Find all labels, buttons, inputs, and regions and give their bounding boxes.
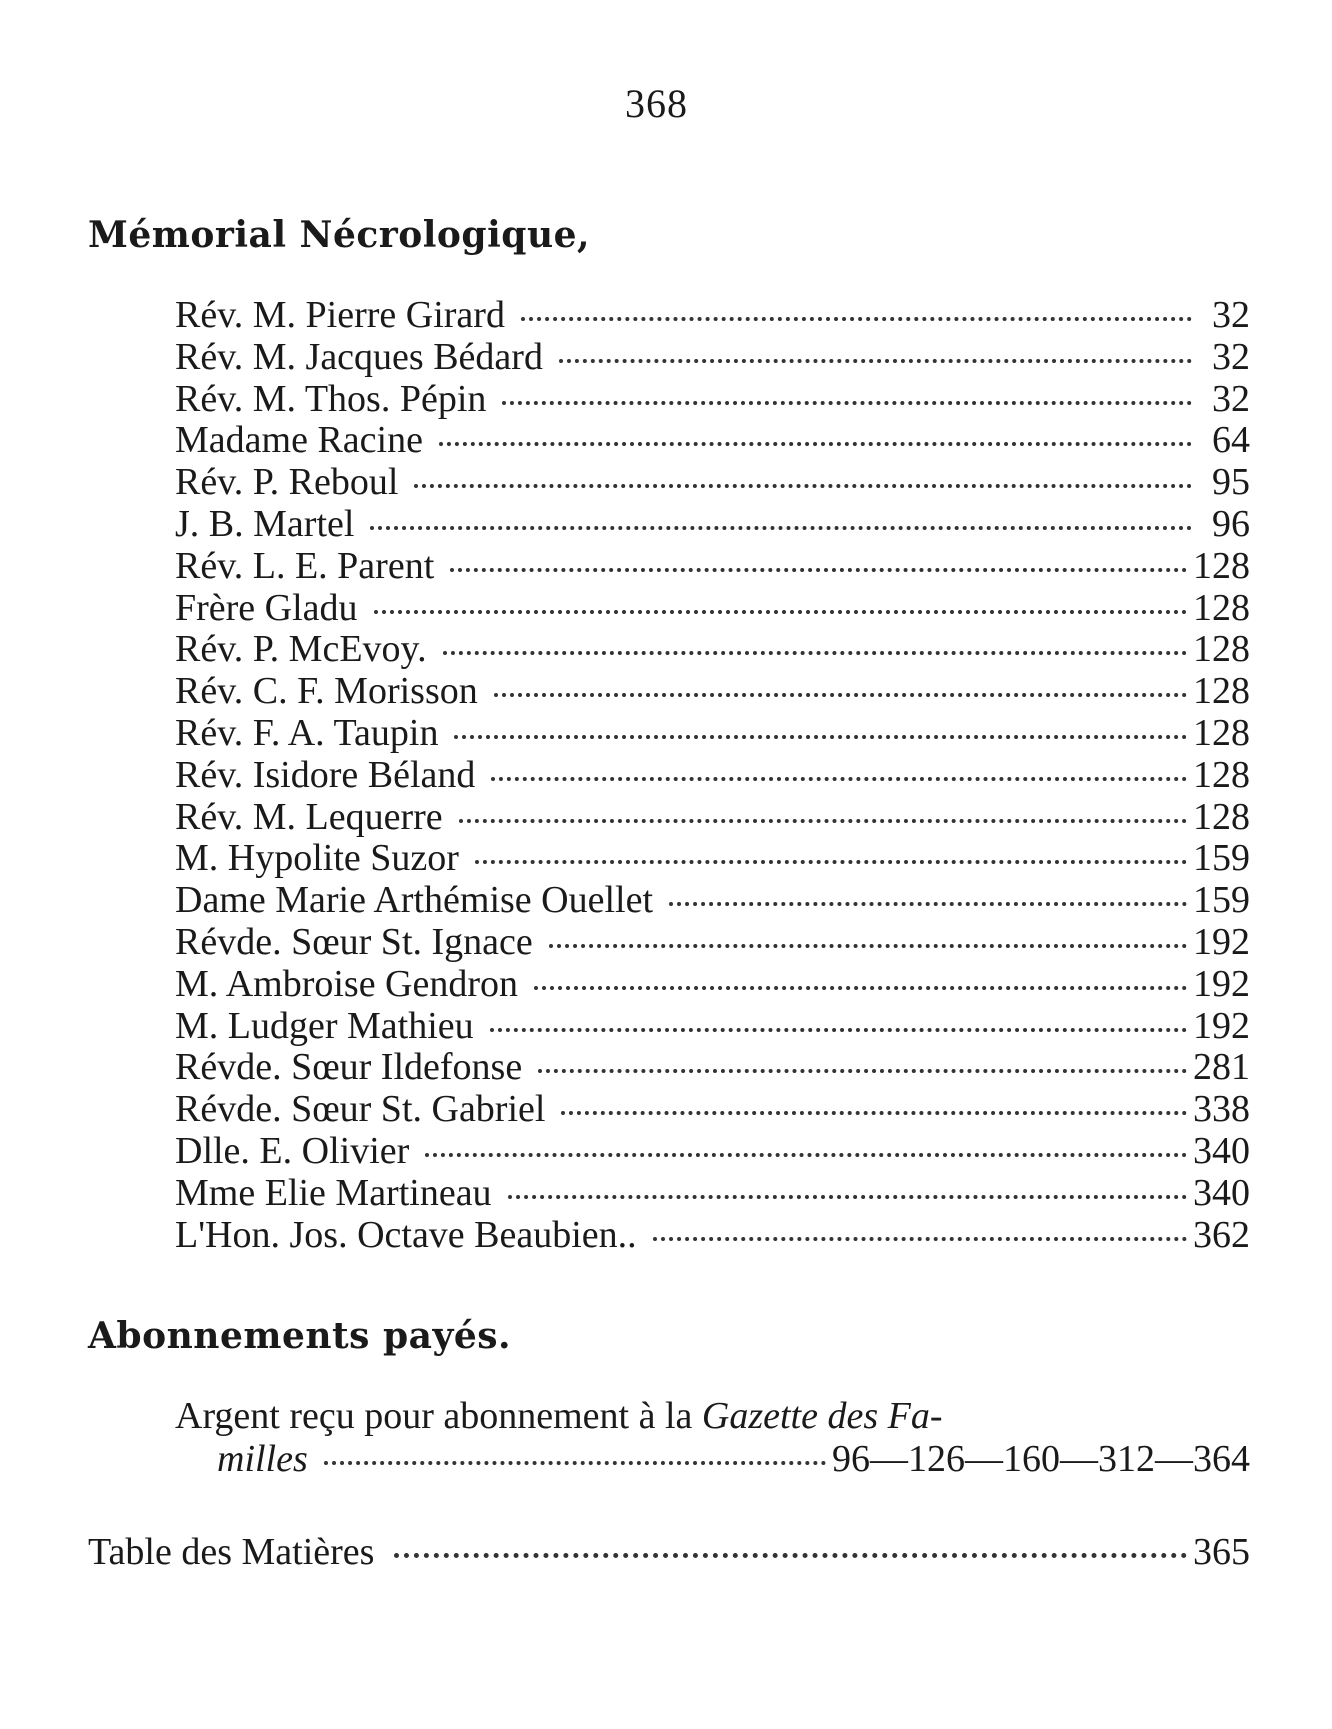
entry-page-number: 128 [1193, 670, 1250, 713]
memorial-entry [175, 671, 1250, 713]
dot-leader [521, 317, 1192, 321]
dot-leader [502, 401, 1192, 405]
dot-leader [425, 1153, 1187, 1157]
dot-leader [439, 442, 1192, 446]
dot-leader [490, 1028, 1187, 1032]
dot-leader [549, 944, 1187, 948]
entry-name: Rév. L. E. Parent [175, 544, 435, 587]
dot-leader [669, 902, 1187, 906]
entry-page-number: 159 [1193, 837, 1250, 880]
memorial-entry [175, 379, 1250, 421]
memorial-entry [175, 880, 1250, 922]
page-number: 368 [625, 81, 688, 126]
table-des-matieres-page: 365 [1193, 1531, 1250, 1573]
dot-leader [653, 1237, 1187, 1241]
memorial-entry [175, 504, 1250, 546]
memorial-entry [175, 1131, 1250, 1173]
entry-name: M. Ludger Mathieu [175, 1004, 474, 1047]
memorial-entry [175, 964, 1250, 1006]
entry-page-number: 192 [1193, 962, 1250, 1005]
dot-leader [459, 819, 1187, 823]
entry-page-number: 281 [1193, 1046, 1250, 1089]
entry-page-number: 32 [1212, 294, 1250, 336]
dot-leader [494, 693, 1187, 697]
abonnements-text: Argent reçu pour abonnement à la [175, 1395, 702, 1437]
entry-page-number: 338 [1193, 1088, 1250, 1131]
entry-name: Rév. C. F. Morisson [175, 670, 478, 713]
entry-page-number: 128 [1193, 795, 1250, 838]
memorial-entry [175, 1215, 1250, 1257]
entry-name: L'Hon. Jos. Octave Beaubien.. [175, 1213, 637, 1256]
entry-name: Dame Marie Arthémise Ouellet [175, 879, 654, 922]
abonnements-section-title: Abonnements payés. [88, 1315, 512, 1357]
table-des-matieres-label: Table des Matières [88, 1531, 375, 1573]
entry-page-number: 128 [1193, 628, 1250, 671]
entry-page-number: 96 [1212, 502, 1250, 545]
memorial-entry-list [175, 295, 1250, 1256]
entry-page-number: 128 [1193, 544, 1250, 587]
memorial-entry [175, 588, 1250, 630]
entry-page-number: 95 [1212, 461, 1250, 504]
dot-leader [538, 1069, 1187, 1073]
entry-page-number: 192 [1193, 920, 1250, 963]
abonnements-entry-line1 [175, 1394, 943, 1438]
entry-name: Révde. Sœur Ildefonse [175, 1046, 523, 1089]
dot-leader [491, 777, 1187, 781]
entry-name: Rév. Isidore Béland [175, 753, 476, 796]
memorial-entry [175, 629, 1250, 671]
entry-name: Rév. F. A. Taupin [175, 711, 439, 754]
entry-name: Mme Elie Martineau [175, 1171, 492, 1214]
abonnements-journal-title-continued: milles [217, 1438, 308, 1480]
entry-name: Dlle. E. Olivier [175, 1129, 410, 1172]
entry-name: Rév. M. Lequerre [175, 795, 443, 838]
entry-page-number: 362 [1193, 1213, 1250, 1256]
entry-name: J. B. Martel [175, 502, 355, 545]
entry-name: Révde. Sœur St. Gabriel [175, 1088, 546, 1131]
entry-page-number: 159 [1193, 879, 1250, 922]
memorial-entry [175, 755, 1250, 797]
entry-page-number: 340 [1193, 1129, 1250, 1172]
entry-page-number: 64 [1212, 419, 1250, 462]
entry-page-number: 128 [1193, 586, 1250, 629]
abonnements-journal-title: Gazette des Fa- [701, 1395, 943, 1437]
memorial-entry [175, 713, 1250, 755]
dot-leader [374, 610, 1187, 614]
dot-leader [475, 860, 1187, 864]
memorial-entry [175, 797, 1250, 839]
entry-name: Madame Racine [175, 419, 423, 462]
entry-page-number: 128 [1193, 711, 1250, 754]
table-des-matieres-entry [88, 1530, 1250, 1574]
entry-name: Révde. Sœur St. Ignace [175, 920, 533, 963]
memorial-entry [175, 420, 1250, 462]
entry-name: M. Ambroise Gendron [175, 962, 519, 1005]
memorial-entry [175, 1006, 1250, 1048]
dot-leader [534, 986, 1187, 990]
memorial-entry [175, 546, 1250, 588]
dot-leader [450, 568, 1187, 572]
entry-page-number: 32 [1212, 377, 1250, 420]
dot-leader [443, 651, 1187, 655]
entry-name: Rév. M. Thos. Pépin [175, 377, 487, 420]
memorial-entry [175, 337, 1250, 379]
entry-name: Frère Gladu [175, 586, 358, 629]
abonnements-pages: 96—126—160—312—364 [832, 1438, 1250, 1480]
entry-page-number: 192 [1193, 1004, 1250, 1047]
entry-page-number: 340 [1193, 1171, 1250, 1214]
dot-leader [454, 735, 1187, 739]
memorial-section-title: Mémorial Nécrologique, [88, 214, 591, 256]
memorial-entry [175, 1089, 1250, 1131]
memorial-entry [175, 1047, 1250, 1089]
entry-name: M. Hypolite Suzor [175, 837, 459, 880]
dot-leader [559, 359, 1192, 363]
memorial-entry [175, 295, 1250, 337]
memorial-entry [175, 1173, 1250, 1215]
dot-leader [394, 1553, 1187, 1558]
entry-page-number: 128 [1193, 753, 1250, 796]
dot-leader [508, 1195, 1187, 1199]
memorial-entry [175, 922, 1250, 964]
entry-page-number: 32 [1212, 335, 1250, 378]
dot-leader [561, 1111, 1187, 1115]
entry-name: Rév. M. Pierre Girard [175, 294, 505, 336]
entry-name: Rév. M. Jacques Bédard [175, 335, 543, 378]
entry-name: Rév. P. Reboul [175, 461, 399, 504]
memorial-entry [175, 838, 1250, 880]
memorial-entry [175, 462, 1250, 504]
dot-leader [370, 526, 1192, 530]
entry-name: Rév. P. McEvoy. [175, 628, 427, 671]
abonnements-entry-line2 [175, 1437, 1250, 1481]
dot-leader [324, 1461, 826, 1465]
dot-leader [414, 484, 1192, 488]
